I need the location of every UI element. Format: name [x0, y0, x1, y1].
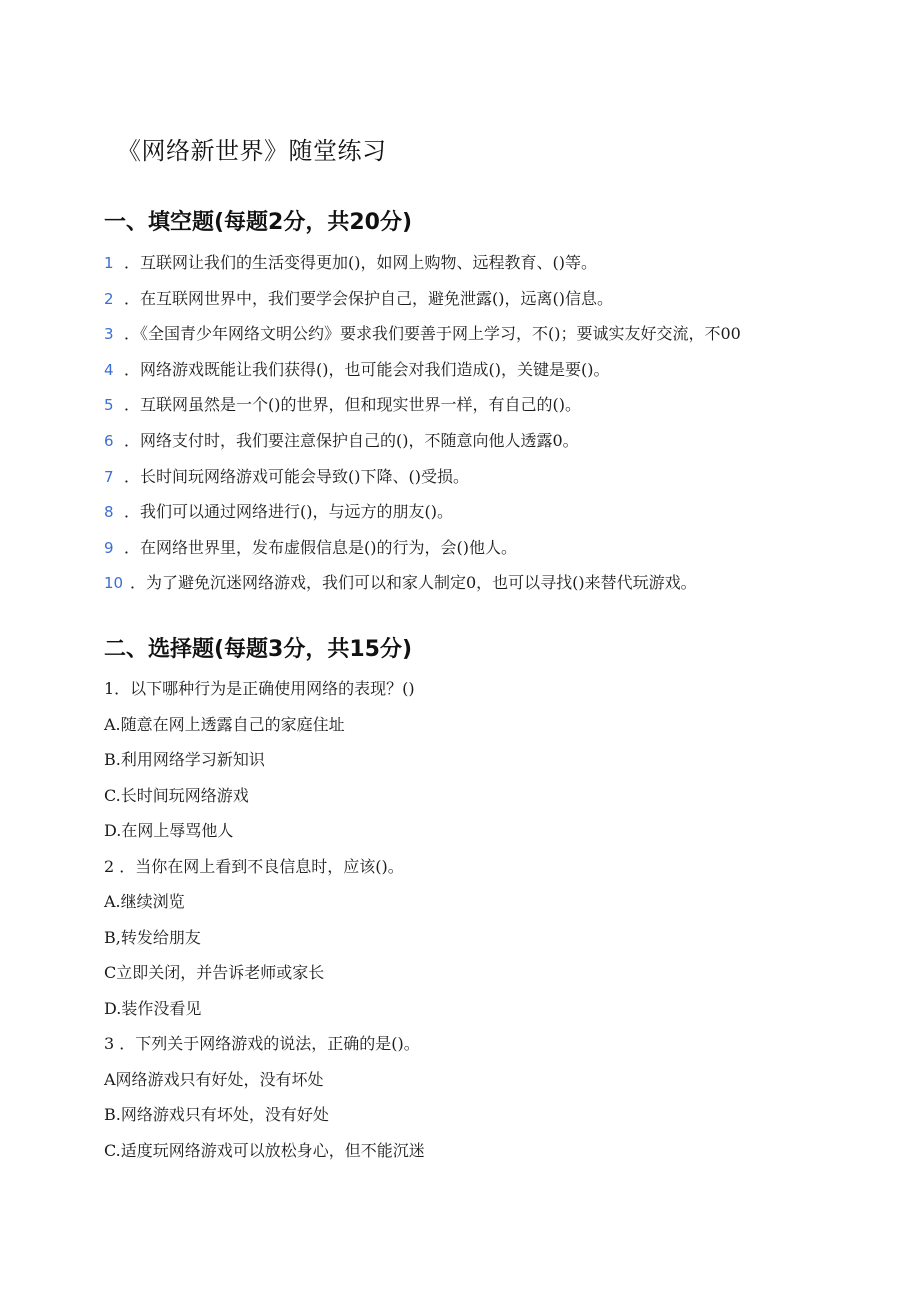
fill-blank-list: [104, 251, 894, 607]
multiple-choice-list: [104, 677, 894, 1174]
choice-option: C立即关闭，并告诉老师或家长: [104, 963, 325, 982]
choice-option: B.网络游戏只有坏处，没有好处: [104, 1105, 329, 1124]
choice-option: D.在网上辱骂他人: [104, 821, 234, 840]
item-text: ．《全国青少年网络文明公约》要求我们要善于网上学习，不()；要诚实友好交流，不00: [124, 324, 741, 344]
list-item: [104, 251, 894, 287]
item-number: 4: [104, 360, 114, 379]
choice-option: B,转发给朋友: [104, 927, 201, 947]
item-number: 10: [104, 574, 124, 593]
list-item: [104, 358, 894, 394]
item-text: ．网络支付时，我们要注意保护自己的()，不随意向他人透露0。: [124, 430, 579, 450]
list-item: [104, 500, 894, 536]
item-text: ．互联网让我们的生活变得更加()，如网上购物、远程教育、()等。: [124, 253, 597, 272]
question-text: 2 ．当你在网上看到不良信息时，应该()。: [104, 856, 404, 876]
item-number: 3: [104, 325, 114, 344]
list-item: [104, 322, 894, 358]
item-text: ．为了避免沉迷网络游戏，我们可以和家人制定0，也可以寻找()来替代玩游戏。: [130, 573, 697, 593]
list-item: [104, 287, 894, 323]
document-title: 《网络新世界》随堂练习: [117, 137, 387, 165]
choice-option: C.适度玩网络游戏可以放松身心，但不能沉迷: [104, 1140, 425, 1160]
item-text: ．互联网虽然是一个()的世界，但和现实世界一样，有自己的()。: [124, 395, 581, 415]
list-item: [104, 393, 894, 429]
question-text: 1．以下哪种行为是正确使用网络的表现？(): [104, 679, 415, 698]
item-number: 6: [104, 431, 114, 450]
question-text: 3 ．下列关于网络游戏的说法，正确的是()。: [104, 1034, 420, 1053]
list-item: [104, 536, 894, 572]
choice-option: D.装作没看见: [104, 998, 202, 1018]
item-text: ．我们可以通过网络进行()，与远方的朋友()。: [124, 502, 453, 522]
item-number: 7: [104, 467, 114, 486]
list-item: [104, 571, 894, 607]
choice-option: C.长时间玩网络游戏: [104, 785, 249, 805]
choice-option: B.利用网络学习新知识: [104, 750, 265, 769]
item-number: 8: [104, 503, 114, 522]
item-text: ．网络游戏既能让我们获得()，也可能会对我们造成()，关键是要()。: [124, 359, 610, 379]
item-number: 9: [104, 538, 114, 557]
choice-option: A网络游戏只有好处，没有坏处: [104, 1069, 324, 1089]
item-number: 5: [104, 396, 114, 415]
section-heading-fill-blank: 一、填空题(每题2分，共20分): [104, 210, 413, 235]
list-item: [104, 465, 894, 501]
section-heading-multiple-choice: 二、选择题(每题3分，共15分): [104, 637, 413, 662]
list-item: [104, 429, 894, 465]
item-number: 2: [104, 289, 114, 308]
choice-option: A.随意在网上透露自己的家庭住址: [104, 714, 345, 734]
item-number: 1: [104, 254, 114, 272]
choice-option: A.继续浏览: [104, 892, 185, 911]
item-text: ．在网络世界里，发布虚假信息是()的行为，会()他人。: [124, 537, 517, 557]
item-text: ．在互联网世界中，我们要学会保护自己，避免泄露()，远离()信息。: [124, 288, 613, 308]
item-text: ．长时间玩网络游戏可能会导致()下降、()受损。: [124, 466, 469, 486]
